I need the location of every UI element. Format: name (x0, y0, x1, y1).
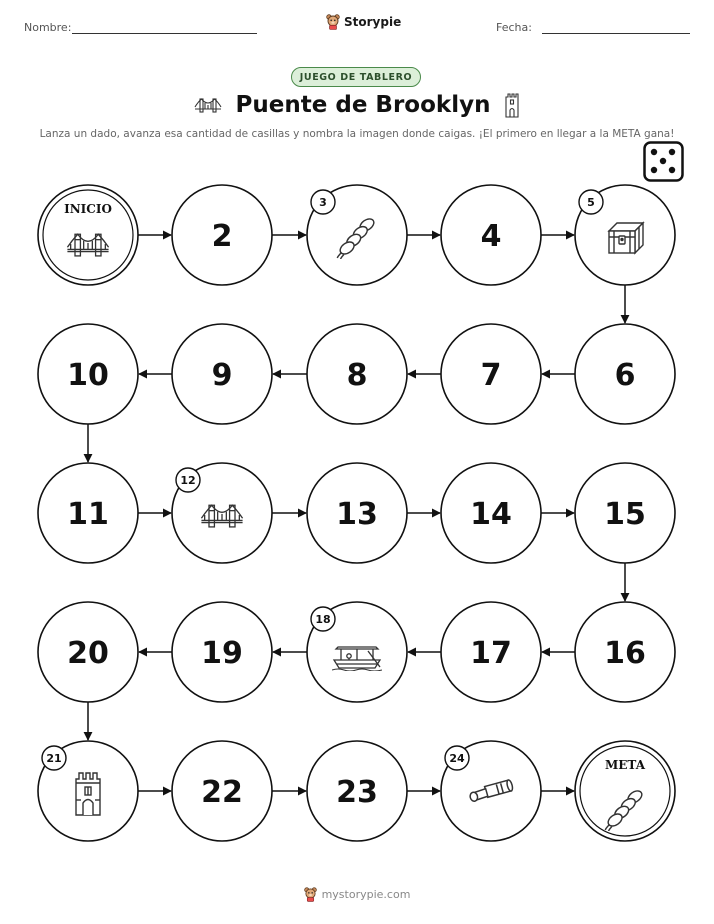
square-number: 6 (614, 358, 636, 393)
square-number: 19 (201, 636, 243, 671)
board-square-11 (38, 463, 138, 563)
game-type-badge: JUEGO DE TABLERO (291, 67, 421, 87)
square-number: 22 (201, 775, 243, 810)
board-square-5 (575, 185, 675, 285)
svg-text:24: 24 (449, 752, 465, 765)
board-square-10 (38, 324, 138, 424)
square-number: 14 (470, 497, 512, 532)
bear-mascot-icon (304, 887, 317, 902)
square-number: 16 (604, 636, 646, 671)
square-number-badge (311, 607, 335, 631)
svg-text:12: 12 (180, 474, 196, 487)
board-square-8 (307, 324, 407, 424)
square-number-badge (176, 468, 200, 492)
square-number: 9 (211, 358, 233, 393)
brand-name: Storypie (344, 15, 402, 29)
date-label: Fecha: (496, 21, 532, 34)
board-square-3 (307, 185, 407, 285)
tower-icon (76, 773, 100, 815)
square-number: 23 (336, 775, 378, 810)
board-square-22 (172, 741, 272, 841)
square-number: 2 (211, 219, 233, 254)
instructions: Lanza un dado, avanza esa cantidad de casillas y nombra la imagen donde caigas. ¡El primero en llegar a la META gana! (39, 128, 675, 140)
square-number: 10 (67, 358, 109, 393)
square-number-badge (42, 746, 66, 770)
name-label: Nombre: (24, 21, 72, 34)
square-number: 11 (67, 497, 109, 532)
square-number: 17 (470, 636, 512, 671)
board-square-4 (441, 185, 541, 285)
board-square-14 (441, 463, 541, 563)
start-label: INICIO (64, 202, 112, 216)
square-number-badge (445, 746, 469, 770)
square-number: 15 (604, 497, 646, 532)
board-square-7 (441, 324, 541, 424)
board-square-12 (172, 463, 272, 563)
chest-icon (609, 223, 643, 253)
page-title: Puente de Brooklyn (235, 92, 491, 118)
board-square-1 (38, 185, 138, 285)
board-square-17 (441, 602, 541, 702)
footer-url: mystorypie.com (321, 888, 411, 901)
board-square-13 (307, 463, 407, 563)
board-square-21 (38, 741, 138, 841)
board-square-24 (441, 741, 541, 841)
svg-text:18: 18 (315, 613, 331, 626)
board-square-20 (38, 602, 138, 702)
svg-text:3: 3 (319, 196, 327, 209)
square-number: 8 (346, 358, 368, 393)
square-number: 20 (67, 636, 109, 671)
square-number-badge (579, 190, 603, 214)
svg-text:21: 21 (46, 752, 62, 765)
board-square-15 (575, 463, 675, 563)
board-square-18 (307, 602, 407, 702)
board-square-25 (575, 741, 675, 841)
board-square-16 (575, 602, 675, 702)
board-square-23 (307, 741, 407, 841)
board-square-19 (172, 602, 272, 702)
square-number-badge (311, 190, 335, 214)
square-number: 13 (336, 497, 378, 532)
board-square-9 (172, 324, 272, 424)
board-square-6 (575, 324, 675, 424)
square-number: 7 (480, 358, 502, 393)
finish-label: META (604, 758, 646, 772)
board-square-2 (172, 185, 272, 285)
square-number: 4 (480, 219, 502, 254)
svg-text:5: 5 (587, 196, 595, 209)
footer (0, 887, 714, 902)
